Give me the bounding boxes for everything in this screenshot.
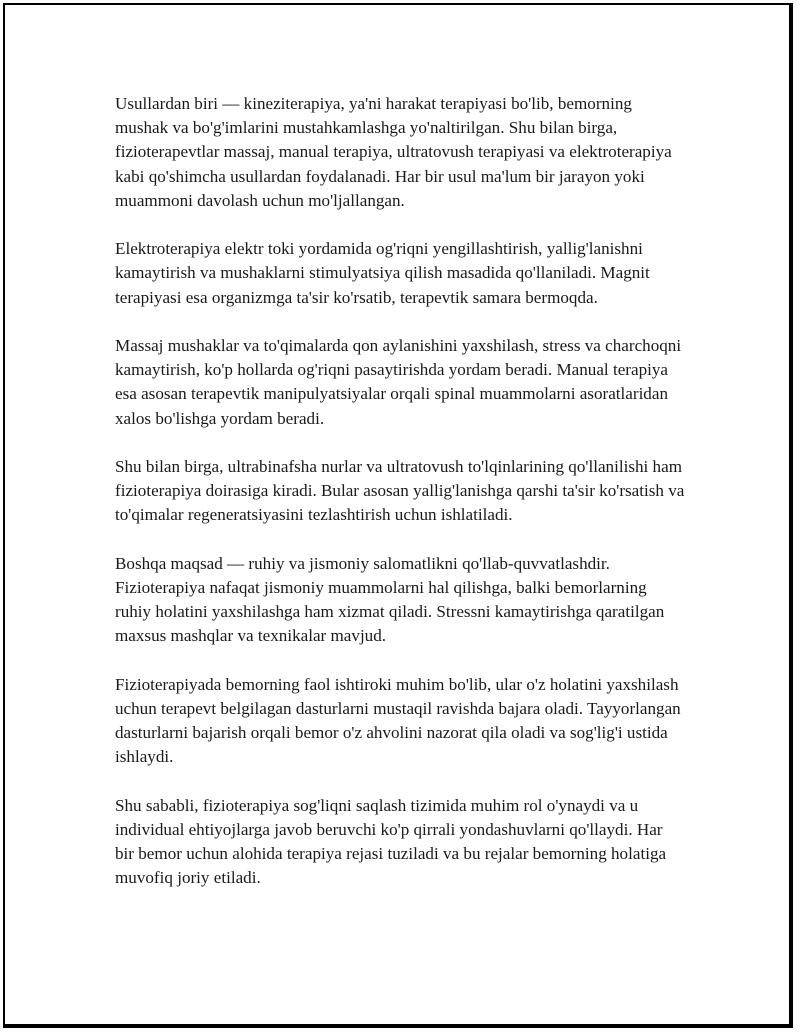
document-body	[115, 92, 685, 891]
paragraph-7: Shu sababli, fizioterapiya sog'liqni saqlash tizimida muhim rol o'ynaydi va u individual ehtiyojlarga javob beruvchi ko'p qirrali yondashuvlarni qo'llaydi. Har bir bemor uchun alohida terapiya rejasi tuziladi va bu rejalar bemorning holatiga muvofiq joriy etiladi.	[115, 795, 667, 888]
paragraph-6: Fizioterapiyada bemorning faol ishtiroki muhim bo'lib, ular o'z holatini yaxshilash uchun terapevt belgilagan dasturlarni mustaqil ravishda bajara oladi. Tayyorlangan dasturlarni bajarish orqali bemor o'z ahvolini nazorat qila oladi va sog'lig'i ustida ishlaydi.	[115, 674, 681, 767]
paragraph-2: Elektroterapiya elektr toki yordamida og'riqni yengillashtirish, yallig'lanishni kamaytirish va mushaklarni stimulyatsiya qilish masadida qo'llaniladi. Magnit terapiyasi esa organizmga ta'sir ko'rsatib, terapevtik samara bermoqda.	[115, 239, 650, 307]
paragraph-1: Usullardan biri — kineziterapiya, ya'ni harakat terapiyasi bo'lib, bemorning mushak va bo'g'imlarini mustahkamlashga yo'naltirilgan. Shu bilan birga, fizioterapevtlar massaj, manual terapiya, ultratovush terapiyasi va elektroterapiya kabi qo'shimcha usullardan foydalanadi. Har bir usul ma'lum bir jarayon yoki muammoni davolash uchun mo'ljallangan.	[115, 94, 672, 210]
paragraph-5: Boshqa maqsad — ruhiy va jismoniy salomatlikni qo'llab-quvvatlashdir. Fizioterapiya nafaqat jismoniy muammolarni hal qilishga, balki bemorlarning ruhiy holatini yaxshilashga ham xizmat qiladi. Stressni kamaytirishga qaratilgan maxsus mashqlar va texnikalar mavjud.	[115, 553, 665, 646]
paragraph-3: Massaj mushaklar va to'qimalarda qon aylanishini yaxshilash, stress va charchoqni kamaytirish, ko'p hollarda og'riqni pasaytirishda yordam beradi. Manual terapiya esa asosan terapevtik manipulyatsiyalar orqali spinal muammolarni asoratlaridan xalos bo'lishga yordam beradi.	[115, 336, 682, 428]
paragraph-4: Shu bilan birga, ultrabinafsha nurlar va ultratovush to'lqinlarining qo'llanilishi ham fizioterapiya doirasiga kiradi. Bular asosan yallig'lanishga qarshi ta'sir ko'rsatish va to'qimalar regeneratsiyasini tezlashtirish uchun ishlatiladi.	[115, 457, 685, 525]
